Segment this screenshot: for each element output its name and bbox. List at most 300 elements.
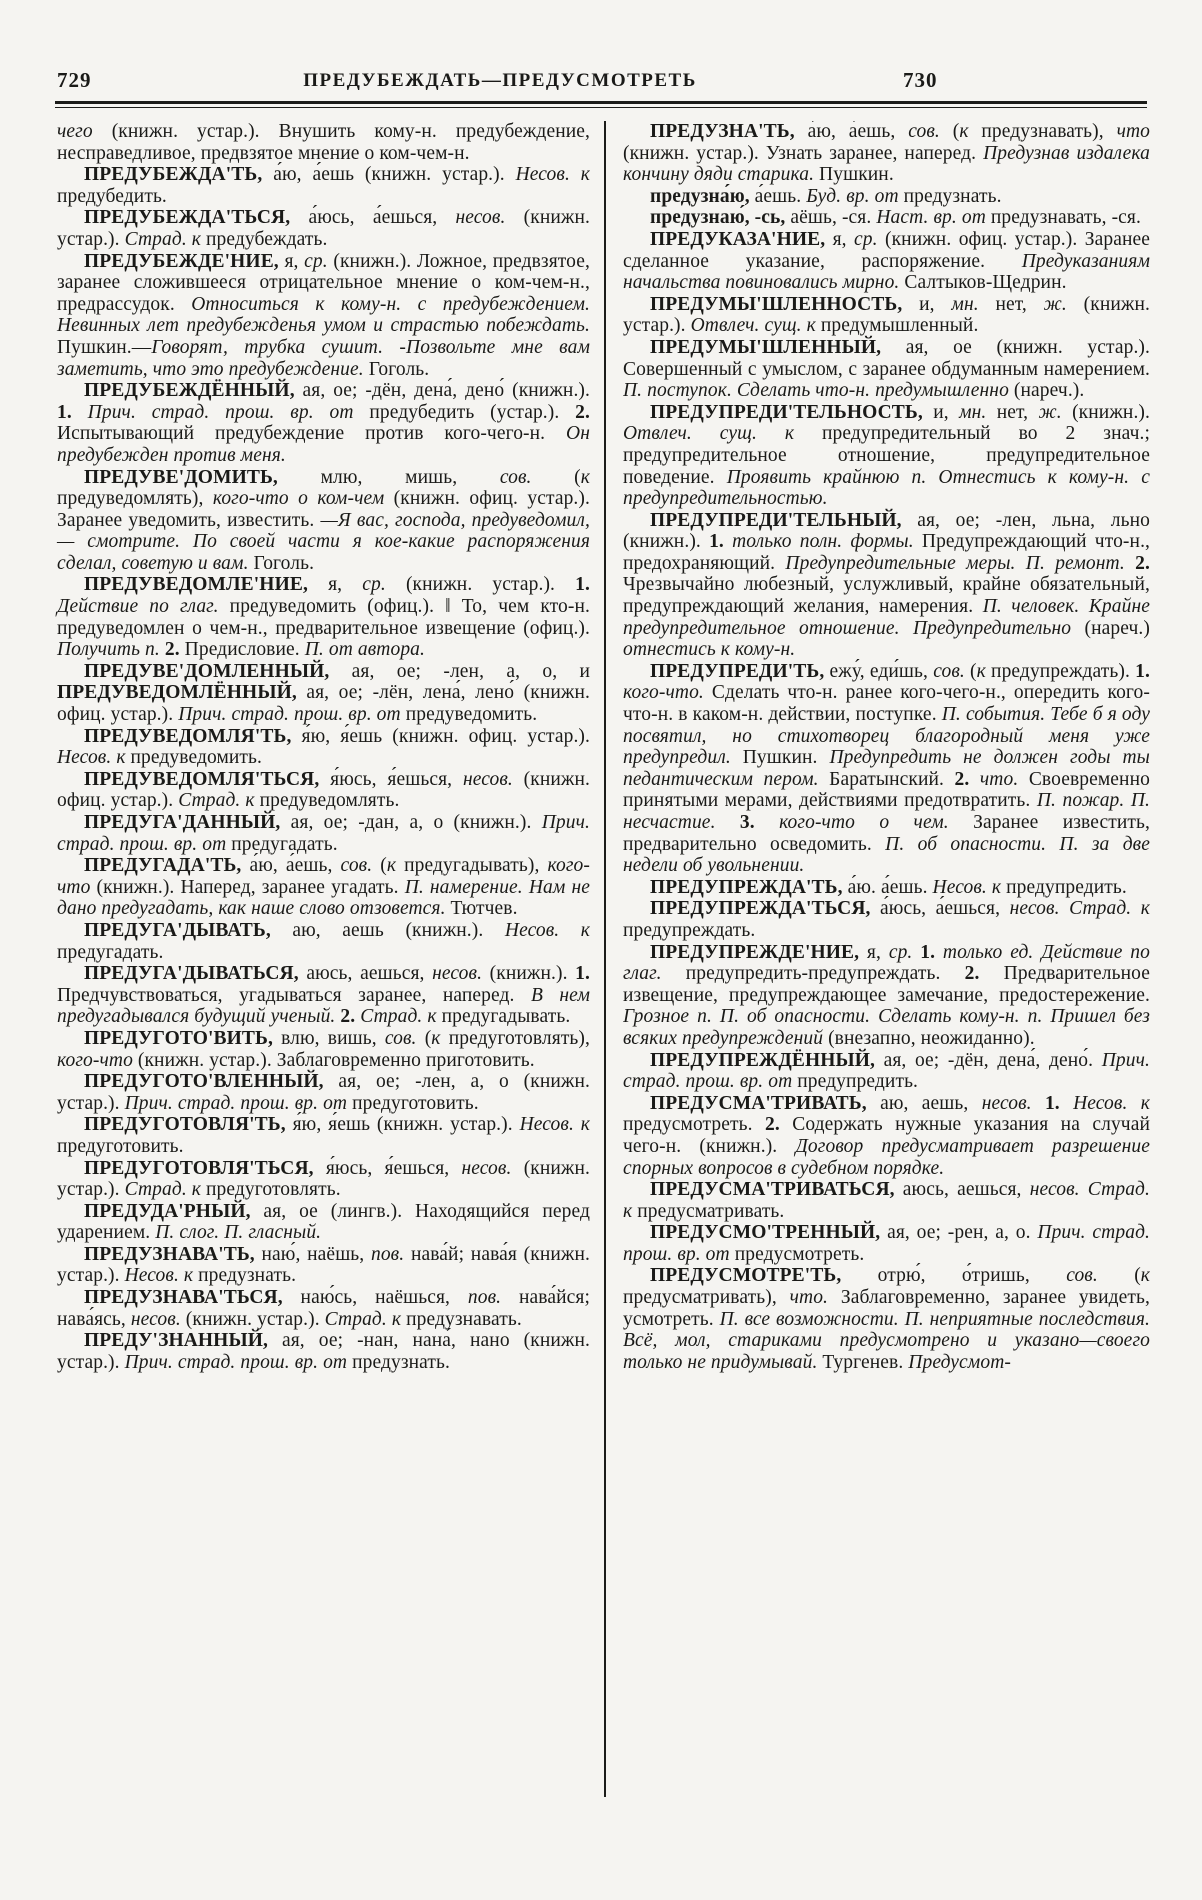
entry-text: Предисловие.	[184, 639, 305, 661]
entry-text: Несов. к	[932, 876, 1007, 898]
dictionary-entry	[623, 294, 1150, 337]
entry-text: кого-что о ком-чем	[212, 488, 394, 510]
entry-text: я́ю, я́ешь (книжн. офиц. устар.).	[301, 725, 590, 747]
entry-text: я,	[832, 228, 855, 250]
headword: ПРЕДУГА'ДЫВАТЬ,	[84, 919, 293, 941]
entry-text: Предуказаниям начальства повиновались мирно.	[623, 250, 1150, 294]
entry-text: 2.	[575, 401, 590, 423]
header-double-rule	[55, 101, 1147, 108]
headword: ПРЕДУБЕЖДЕ'НИЕ,	[84, 250, 285, 272]
entry-text: (книжн. офиц. устар.). Заранее уведомить, известить.	[57, 488, 590, 531]
headword: ПРЕДУВЕ'ДОМЛЕННЫЙ,	[84, 660, 352, 682]
entry-text: Грозное п. П. об опасности. Сделать кому-н. п. Пришел без всяких предупреждений	[623, 1006, 1150, 1049]
entry-text: несов.	[462, 768, 524, 790]
entry-text: ПРЕДУВЕДОМЛЁННЫЙ,	[57, 682, 307, 704]
column-divider-rule	[604, 121, 606, 1797]
entry-text: предусматривать.	[637, 1200, 785, 1222]
entry-text: ср.	[362, 574, 406, 596]
entry-text: (книжн. устар.).	[57, 1157, 591, 1201]
entry-text: Действие по глаг.	[57, 596, 230, 618]
entry-text: предугадать.	[57, 941, 164, 963]
entry-text: Буд. вр. от	[806, 185, 904, 207]
headword: ПРЕДУЗНА'ТЬ,	[650, 121, 808, 142]
dictionary-entry	[57, 726, 590, 769]
headword: ПРЕДУСМО'ТРЕННЫЙ,	[650, 1222, 888, 1244]
entry-text: Он предубежден против меня.	[57, 423, 590, 466]
entry-text: Предупредительные меры. П. ремонт.	[785, 552, 1136, 574]
entry-text: (внезапно, неожиданно).	[828, 1027, 1035, 1049]
entry-text: (книжн. офиц. устар.).	[57, 768, 590, 812]
entry-text: наю́сь, наёшься,	[300, 1287, 468, 1309]
dictionary-entry	[623, 942, 1150, 1050]
entry-text: (книжн.).	[1072, 401, 1150, 423]
entry-text: 3.	[739, 812, 780, 833]
dictionary-entry	[623, 510, 1150, 661]
entry-text: что	[1116, 121, 1150, 142]
entry-text: предуготовлять),	[448, 1027, 590, 1049]
entry-text: предузнать.	[352, 1351, 451, 1373]
entry-text: сов.	[340, 855, 381, 877]
entry-text: (	[970, 660, 977, 682]
entry-text: мн.	[951, 293, 996, 315]
entry-text: 1.	[575, 574, 590, 596]
entry-text: Предузнав издалека кончину дяди старика.	[623, 142, 1150, 186]
dictionary-entry	[57, 661, 590, 726]
entry-text: кого-что	[57, 855, 590, 898]
entry-text: Салтыков-Щедрин.	[904, 272, 1067, 294]
dictionary-entry	[57, 1244, 590, 1287]
entry-text: (книжн. устар.). Внушить кому-н. предубеждение, несправедливое, предвзятое мнение о ком-чем-н.	[57, 121, 590, 164]
entry-text: а́ю, а́ешь,	[807, 121, 909, 142]
entry-text: (нареч.)	[1084, 617, 1150, 639]
entry-text: только полн. формы.	[732, 531, 922, 553]
entry-text: несов.	[130, 1308, 186, 1330]
dictionary-entry	[57, 769, 590, 812]
dictionary-entry	[623, 1093, 1150, 1179]
entry-text: 2.	[164, 639, 185, 661]
entry-text: ая, ое (книжн. устар.). Совершенный с умыслом, с заранее обдуманным намерением.	[623, 336, 1150, 380]
headword: ПРЕДУПРЕЖДА'ТЬСЯ,	[650, 898, 881, 920]
headword: ПРЕДУМЫ'ШЛЕННОСТЬ,	[650, 293, 920, 315]
entry-text: П. от автора.	[304, 639, 425, 661]
entry-text: предугадывать.	[441, 1006, 571, 1028]
dictionary-entry	[623, 1050, 1150, 1093]
entry-text: (	[952, 121, 960, 142]
entry-text: что.	[789, 1287, 841, 1309]
entry-text: ая, ое; -лен, а, о, и	[351, 660, 590, 682]
entry-text: предуведомить (офиц.). ‖ То, чем кто-н. предуведомлен о чем-н., предварительное извещение (офиц.).	[57, 596, 590, 639]
entry-text: чего	[57, 121, 112, 142]
dictionary-entry	[623, 337, 1150, 402]
entry-text: (книжн. устар.).	[405, 574, 576, 596]
entry-text: аюсь, аешься,	[902, 1179, 1030, 1201]
dictionary-entry	[623, 229, 1150, 294]
running-title: ПРЕДУБЕЖДАТЬ—ПРЕДУСМОТРЕТЬ	[303, 70, 697, 91]
entry-text: предуведомить.	[130, 747, 263, 769]
entry-text: П. все возможности. П. неприятные последствия. Всё, мол, стариками предусмотрено и указано—своего только не придумывай.	[623, 1308, 1150, 1373]
entry-text: что.	[979, 768, 1029, 790]
entry-text: предуготовить.	[352, 1092, 479, 1114]
entry-text: сов.	[384, 1027, 425, 1049]
dictionary-entry	[57, 1330, 590, 1373]
entry-text: предуведомить.	[405, 704, 538, 726]
entry-text: ая, ое; -нан, нана́, нано (книжн. устар.).	[57, 1330, 590, 1373]
entry-text: предузнать.	[903, 185, 1002, 207]
entry-text: нава́йся; нава́ясь,	[57, 1287, 590, 1330]
dictionary-entry	[57, 574, 590, 660]
entry-text: ая, ое; -рен, а, о.	[887, 1222, 1038, 1244]
entry-text: к	[976, 660, 992, 682]
entry-text: отрю́, о́тришь,	[877, 1265, 1067, 1287]
entry-text: Говорят, трубка сушит. -Позвольте мне вам заметить, что это предубеждение.	[57, 336, 590, 380]
headword: ПРЕДУПРЕЖДЁННЫЙ,	[650, 1049, 884, 1071]
entry-text: сов.	[908, 121, 953, 142]
entry-text: предумышленный.	[820, 315, 979, 337]
headword: ПРЕДУПРЕДИ'ТЕЛЬНЫЙ,	[650, 509, 918, 531]
entry-text: Наст. вр. от	[876, 207, 991, 229]
entry-text: 2.	[1135, 552, 1150, 574]
headword: ПРЕДУЗНАВА'ТЬ,	[84, 1243, 262, 1265]
entry-text: Несов. к	[1073, 1092, 1150, 1114]
entry-text: Отвлеч. сущ. к	[690, 315, 821, 337]
entry-text: 1.	[1135, 660, 1150, 682]
headword: ПРЕДУГА'ДАННЫЙ,	[84, 812, 291, 833]
entry-text: Прич. страд. прош. вр. от	[57, 812, 590, 855]
dictionary-entry	[623, 898, 1150, 941]
headword: ПРЕДУГОТОВЛЯ'ТЬСЯ,	[84, 1157, 326, 1179]
entry-continuation	[57, 121, 590, 164]
dictionary-entry	[623, 402, 1150, 510]
entry-text: (книжн.).	[489, 963, 576, 985]
entry-text: предузнать.	[198, 1265, 297, 1287]
entry-text: Гоголь.	[253, 552, 315, 574]
entry-text: я,	[328, 574, 363, 596]
entry-text: Страд. к	[124, 228, 206, 250]
entry-text: Сделать что-н. ранее кого-чего-н., опередить кого-что-н. в каком-н. действии, поступке.	[623, 682, 1150, 726]
entry-text: 1.	[1044, 1092, 1074, 1114]
entry-text: нет,	[996, 401, 1039, 423]
entry-text: предуготовить.	[57, 1135, 184, 1157]
dictionary-entry	[57, 207, 590, 250]
entry-text: предупредить.	[797, 1071, 919, 1093]
entry-text: Страд. к	[124, 1179, 206, 1201]
entry-text: Пушкин.—	[57, 336, 152, 358]
entry-text: предузнавать),	[981, 121, 1117, 142]
entry-text: ая, ое; -дён, дена́, дено́.	[883, 1049, 1102, 1071]
entry-text: ж.	[1038, 401, 1073, 423]
column-right	[623, 121, 1150, 1373]
entry-text: (книжн.). Наперед, заранее угадать.	[96, 876, 405, 898]
entry-text: Страд. к	[360, 1006, 442, 1028]
headword: ПРЕДУЗНАВА'ТЬСЯ,	[84, 1287, 301, 1309]
entry-text: я́ю, я́ешь (книжн. устар.).	[292, 1114, 520, 1136]
headword: ПРЕДУСМА'ТРИВАТЬСЯ,	[650, 1179, 903, 1201]
entry-text: к	[580, 466, 590, 488]
headword: ПРЕДУ'ЗНАННЫЙ,	[84, 1330, 282, 1352]
entry-text: 2.	[954, 768, 980, 790]
entry-text: предузнавать, -ся.	[990, 207, 1141, 229]
headword: ПРЕДУМЫ'ШЛЕННЫЙ,	[650, 336, 906, 358]
headword: ПРЕДУГАДА'ТЬ,	[84, 855, 250, 877]
entry-text: (книжн. устар.). Заблаговременно приготовить.	[137, 1049, 535, 1071]
entry-text: Отвлеч. сущ. к	[623, 423, 823, 445]
entry-text: влю, вишь,	[281, 1027, 385, 1049]
headword: ПРЕДУПРЕЖДЕ'НИЕ,	[650, 941, 867, 963]
entry-text: (книжн. устар.). Узнать заранее, наперед.	[623, 142, 984, 164]
entry-text: пов.	[467, 1287, 519, 1309]
entry-text: 1.	[920, 941, 943, 963]
headword: ПРЕДУПРЕДИ'ТЕЛЬНОСТЬ,	[650, 401, 934, 423]
entry-text: предузнавать.	[406, 1308, 522, 1330]
entry-text: 2.	[765, 1114, 793, 1136]
entry-text: мн.	[959, 401, 997, 423]
entry-text: ая, ое; -лен, льна, льно (книжн.).	[623, 509, 1150, 553]
entry-text: предупреждать).	[991, 660, 1136, 682]
dictionary-entry	[57, 812, 590, 855]
entry-text: Предчувствоваться, угадываться заранее, наперед.	[57, 984, 531, 1006]
entry-text: предусмотреть.	[623, 1114, 765, 1136]
headword: ПРЕДУГА'ДЫВАТЬСЯ,	[84, 963, 307, 985]
entry-text: предуведомлять.	[259, 790, 400, 812]
headword: ПРЕДУВЕ'ДОМИТЬ,	[84, 466, 321, 488]
dictionary-entry	[623, 877, 1150, 899]
entry-text: Проявить крайнюю п. Отнестись к кому-н. с предупредительностью.	[623, 466, 1150, 510]
entry-text: Договор предусматривает разрешение спорных вопросов в судебном порядке.	[623, 1135, 1150, 1179]
entry-text: Несов. к	[57, 747, 131, 769]
dictionary-entry	[57, 380, 590, 466]
entry-text: 1.	[57, 401, 88, 423]
entry-text: а́юсь, а́ешься,	[880, 898, 1010, 920]
headword: ПРЕДУДА'РНЫЙ,	[84, 1200, 264, 1222]
dictionary-entry	[57, 1158, 590, 1201]
entry-text: аю, аешь (книжн.).	[292, 919, 505, 941]
entry-text: Заранее известить, предварительно осведомить.	[623, 812, 1150, 855]
entry-text: Прич. страд. прош. вр. от	[87, 401, 370, 423]
entry-text: Прич. страд. прош. вр. от	[623, 1049, 1150, 1093]
entry-text: Тютчев.	[450, 898, 518, 920]
headword: ПРЕДУВЕДОМЛЕ'НИЕ,	[84, 574, 329, 596]
entry-text: несов.	[432, 963, 490, 985]
entry-text: Прич. страд. прош. вр. от	[124, 1092, 353, 1114]
headword: ПРЕДУКАЗА'НИЕ,	[650, 228, 833, 250]
entry-text: —Я вас, господа, предуведомил, — смотрите. По своей части я кое-какие распоряжения сделал, советую и вам.	[57, 509, 590, 574]
entry-text: я,	[284, 250, 305, 272]
entry-text: нава́й; нава́я (книжн. устар.).	[57, 1243, 590, 1287]
entry-text: а́юсь, а́ешься,	[308, 207, 456, 229]
entry-text: несов.	[455, 207, 524, 229]
entry-text: я,	[866, 941, 889, 963]
entry-text: Несов. к	[519, 1114, 590, 1136]
entry-text: кого-что	[57, 1049, 138, 1071]
entry-text: предупредительный во 2 знач.; предупредительное отношение, предупредительное поведение.	[623, 423, 1150, 488]
entry-text: и,	[933, 401, 960, 423]
entry-text: а́ю. а́ешь.	[847, 876, 933, 898]
entry-text: (	[424, 1027, 432, 1049]
entry-text: П. слог. П. гласный.	[155, 1222, 322, 1244]
headword: предузнаю́, -сь,	[650, 207, 791, 229]
entry-text: ая, ое; -лен, а, о (книжн. устар.).	[57, 1071, 590, 1114]
entry-text: я́юсь, я́ешься,	[330, 768, 463, 790]
entry-text: ж.	[1043, 293, 1084, 315]
entry-text: Предупредить не должен годы ты педантическим пером.	[623, 747, 1150, 790]
entry-text: предуведомлять),	[57, 488, 213, 510]
entry-text: Получить п.	[57, 639, 165, 661]
entry-text: 1.	[709, 531, 733, 553]
entry-text: Содержать нужные указания на случай чего-н. (книжн.).	[623, 1114, 1150, 1157]
dictionary-entry	[57, 1028, 590, 1071]
entry-text: Страд. к	[324, 1308, 407, 1330]
entry-text: предубедить.	[57, 185, 167, 207]
entry-text: сов.	[1066, 1265, 1135, 1287]
entry-text: Баратынский.	[829, 768, 955, 790]
headword: ПРЕДУПРЕЖДА'ТЬ,	[650, 876, 848, 898]
entry-text: млю, мишь,	[320, 466, 500, 488]
entry-text: к	[431, 1027, 449, 1049]
entry-text: ежу́, еди́шь,	[829, 660, 934, 682]
entry-text: предуготовлять.	[205, 1179, 341, 1201]
dictionary-entry	[57, 1287, 590, 1330]
entry-text: кого-что.	[623, 682, 712, 704]
entry-text: аю, аешь,	[880, 1092, 982, 1114]
dictionary-entry	[57, 963, 590, 1028]
dictionary-entry	[57, 251, 590, 381]
dictionary-entry	[623, 1179, 1150, 1222]
entry-text: Несов. к	[504, 919, 590, 941]
entry-text: к	[1140, 1265, 1150, 1287]
entry-text: (книжн. устар.).	[57, 207, 590, 250]
entry-text: Предупреждающий что-н., предохраняющий.	[623, 531, 1150, 574]
entry-text: аёшь, -ся.	[790, 207, 877, 229]
dictionary-entry	[623, 121, 1150, 186]
entry-text: Несов. к	[124, 1265, 199, 1287]
dictionary-entry	[623, 1222, 1150, 1265]
dictionary-entry	[623, 1265, 1150, 1373]
entry-text: Чрезвычайно любезный, услужливый, крайне обязательный, предупреждающий желания, намерения.	[623, 574, 1150, 618]
dictionary-entry	[57, 1201, 590, 1244]
entry-text: Прич. страд. прош. вр. от	[124, 1351, 353, 1373]
entry-text: ая, ое; -дан, а, о (книжн.).	[290, 812, 542, 833]
entry-text: ср.	[854, 228, 885, 250]
headword: ПРЕДУСМОТРЕ'ТЬ,	[650, 1265, 878, 1287]
entry-text: Предусмот-	[908, 1351, 1011, 1373]
headword: ПРЕДУГОТОВЛЯ'ТЬ,	[84, 1114, 293, 1136]
headword: ПРЕДУГОТО'ВИТЬ,	[84, 1027, 282, 1049]
entry-text: (книжн.). Ложное, предвзятое, заранее сложившееся отрицательное мнение о ком-чем-н., предрассудок.	[57, 250, 590, 315]
entry-text: нет,	[995, 293, 1044, 315]
entry-text: (нареч.).	[1013, 380, 1085, 402]
entry-text: предупреждать.	[623, 919, 756, 941]
dictionary-entry	[57, 467, 590, 575]
entry-text: (	[574, 466, 581, 488]
entry-text: сов.	[933, 660, 971, 682]
entry-text: Заблаговременно, заранее увидеть, усмотреть.	[623, 1287, 1150, 1330]
entry-text: к	[959, 121, 982, 142]
entry-text: Несов. к	[515, 164, 590, 186]
entry-text: предусмотреть.	[734, 1243, 865, 1265]
entry-text: (книжн. офиц. устар.). Заранее сделанное указание, распоряжение.	[623, 228, 1150, 272]
dictionary-entry	[57, 1071, 590, 1114]
entry-text: я́юсь, я́ешься,	[325, 1157, 462, 1179]
headword: ПРЕДУВЕДОМЛЯ'ТЬСЯ,	[84, 768, 331, 790]
entry-text: Страд. к	[178, 790, 260, 812]
entry-text: (	[380, 855, 387, 877]
dictionary-entry	[623, 207, 1150, 229]
entry-text: П. намерение. Нам не дано предугадать, как наше слово отзовется.	[57, 876, 590, 920]
entry-text: Предварительное извещение, предупреждающее замечание, предостережение.	[623, 963, 1150, 1006]
entry-text: П. пожар. П. несчастие.	[623, 790, 1150, 833]
entry-text: В нем предугадывался будущий ученый.	[57, 984, 590, 1028]
entry-text: ая, ое (лингв.). Находящийся перед ударением.	[57, 1200, 590, 1244]
headword: ПРЕДУБЕЖДЁННЫЙ,	[84, 380, 303, 402]
entry-text: кого-что о чем.	[779, 812, 974, 833]
entry-text: П. об опасности. П. за две недели об увольнении.	[623, 833, 1150, 877]
headword: ПРЕДУБЕЖДА'ТЬСЯ,	[84, 207, 309, 229]
dictionary-entry	[57, 920, 590, 963]
entry-text: предугадывать),	[404, 855, 548, 877]
headword: ПРЕДУПРЕДИ'ТЬ,	[650, 660, 830, 682]
entry-text: Прич. страд. прош. вр. от	[623, 1222, 1150, 1265]
dictionary-entry	[623, 186, 1150, 208]
entry-text: Испытывающий предубеждение против кого-чего-н.	[57, 423, 567, 445]
entry-text: аюсь, аешься,	[306, 963, 433, 985]
entry-text: П. поступок. Сделать что-н. предумышленно	[623, 380, 1014, 402]
entry-text: П. события. Тебе б я оду посвятил, но стихотворец благородный меня уже предупредил.	[623, 704, 1150, 769]
entry-text: несов.	[461, 1157, 524, 1179]
entry-text: сов.	[499, 466, 575, 488]
entry-text: и,	[919, 293, 952, 315]
entry-text: ая, ое; -дён, дена́, дено́ (книжн.).	[302, 380, 590, 402]
entry-text: несов. Страд. к	[1009, 898, 1150, 920]
entry-text: только ед. Действие по глаг.	[623, 941, 1150, 985]
entry-text: Прич. страд. прош. вр. от	[178, 704, 406, 726]
entry-text: Своевременно принятыми мерами, действиями предотвратить.	[623, 768, 1150, 812]
page-number-right: 730	[903, 68, 938, 92]
entry-text: а́ю, а́ешь,	[249, 855, 341, 877]
column-left	[57, 121, 590, 1373]
headword: ПРЕДУГОТО'ВЛЕННЫЙ,	[84, 1071, 339, 1093]
entry-text: наю́, наёшь,	[261, 1243, 371, 1265]
entry-text: а́ешь.	[754, 185, 807, 207]
entry-text: несов.	[981, 1092, 1045, 1114]
entry-text: к	[386, 855, 405, 877]
entry-text: П. человек. Крайне предупредительное отношение. Предупредительно	[623, 596, 1150, 639]
entry-text: ая, ое; -лён, лена́, лено́ (книжн. офиц. устар.).	[57, 682, 590, 726]
entry-text: (книжн. устар.).	[623, 293, 1150, 337]
entry-text: 1.	[575, 963, 590, 985]
entry-text: предубеждать.	[205, 228, 328, 250]
dictionary-entry	[57, 1114, 590, 1157]
page-number-left: 729	[57, 68, 92, 92]
entry-text: Пушкин.	[819, 164, 894, 186]
dictionary-entry	[57, 164, 590, 207]
dictionary-entry	[57, 855, 590, 920]
entry-text: несов. Страд. к	[623, 1179, 1150, 1222]
entry-text: предугадать.	[231, 833, 338, 855]
entry-text: Пушкин.	[742, 747, 830, 769]
entry-text: Гоголь.	[368, 358, 430, 380]
entry-text: Относиться к кому-н. с предубеждением. Невинных лет предубежденья умом и страстью побеждать.	[57, 293, 590, 337]
entry-text: Тургенев.	[822, 1351, 909, 1373]
headword: предузна́ю,	[650, 185, 755, 207]
entry-text: ср.	[888, 941, 921, 963]
entry-text: (	[1134, 1265, 1141, 1287]
entry-text: предусматривать),	[623, 1287, 790, 1309]
entry-text: предупредить.	[1006, 876, 1127, 898]
headword: ПРЕДУСМА'ТРИВАТЬ,	[650, 1092, 881, 1114]
headword: ПРЕДУБЕЖДА'ТЬ,	[84, 164, 274, 186]
entry-text: а́ю, а́ешь (книжн. устар.).	[273, 164, 516, 186]
entry-text: 2.	[340, 1006, 361, 1028]
